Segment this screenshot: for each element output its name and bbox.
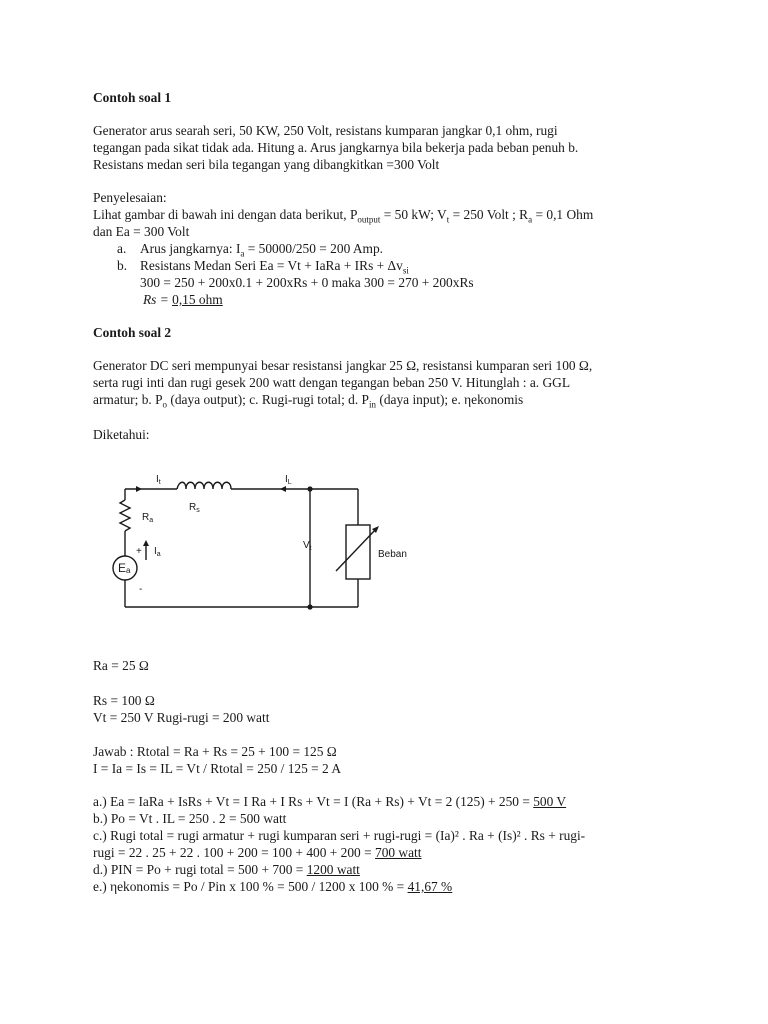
label-rs: $R_s$ — [189, 502, 200, 514]
label-ia: $I_a$ — [154, 546, 161, 558]
item-b-marker: b. — [117, 258, 128, 273]
jawab-line1: Jawab : Rtotal = Ra + Rs = 25 + 100 = 125 Ω — [93, 744, 337, 759]
jawab-line2: I = Ia = Is = IL = Vt / Rtotal = 250 / 125 = 2 A — [93, 761, 342, 776]
soal2-title: Contoh soal 2 — [93, 325, 172, 340]
circuit-diagram — [100, 462, 420, 632]
answer-a: a.) Ea = IaRa + IsRs + Vt = I Ra + I Rs + Vt = I (Ra + Rs) + Vt = 2 (125) + 250 = 500 V — [93, 794, 567, 809]
item-b-line2: 300 = 250 + 200x0.1 + 200xRs + 0 maka 300 = 270 + 200xRs — [140, 275, 474, 290]
label-il: $I_L$ — [285, 474, 292, 486]
answer-c-line2: rugi = 22 . 25 + 22 . 100 + 200 = 100 + 400 + 200 = 700 watt — [93, 845, 422, 860]
series-coil-rs — [177, 482, 231, 489]
penyelesaian-label: Penyelesaian: — [93, 190, 167, 205]
soal2-problem-line3: armatur; b. $P_o$ (daya output); c. Rugi-rugi total; d. $P_{in}$ (daya input); e. ηekonomis — [93, 392, 524, 410]
soal1-problem-line1: Generator arus searah seri, 50 KW, 250 Volt, resistans kumparan jangkar 0,1 ohm, rugi — [93, 123, 558, 138]
item-a-marker: a. — [117, 241, 127, 256]
load-box — [346, 525, 370, 579]
soal1-problem-line3: Resistans medan seri bila tegangan yang dibangkitkan =300 Volt — [93, 157, 440, 172]
answer-e: e.) ηekonomis = Po / Pin x 100 % = 500 / 1200 x 100 % = 41,67 % — [93, 879, 453, 894]
answer-b: b.) Po = Vt . IL = 250 . 2 = 500 watt — [93, 811, 287, 826]
resistor-ra — [120, 500, 130, 531]
label-plus: + — [136, 546, 142, 557]
answer-rs: 0,15 ohm — [172, 292, 223, 307]
data-ra: Ra = 25 Ω — [93, 658, 149, 673]
node-bottom — [307, 604, 312, 609]
given-line1: Lihat gambar di bawah ini dengan data berikut, $P_{output} = 50$ kW; $V_t = 250$ Volt ; $R_a = 0,1$ Ohm — [93, 207, 594, 225]
label-vt: $V_t$ — [303, 540, 312, 552]
ia-arrowhead — [143, 540, 149, 546]
data-vt: Vt = 250 V Rugi-rugi = 200 watt — [93, 710, 270, 725]
label-ea: Ea — [118, 561, 131, 575]
data-rs: Rs = 100 Ω — [93, 693, 155, 708]
label-ra: $R_a$ — [142, 512, 154, 524]
item-b-line3: Rs = 0,15 ohm — [143, 292, 223, 307]
answer-c-line1: c.) Rugi total = rugi armatur + rugi kumparan seri + rugi-rugi = (Ia)² . Ra + (Is)² . Rs + rugi- — [93, 828, 586, 843]
item-b-text: Resistans Medan Seri Ea = Vt + IaRa + IRs + $\Delta v_{si}$ — [140, 258, 409, 276]
diketahui-label: Diketahui: — [93, 427, 150, 442]
it-arrowhead — [136, 486, 142, 492]
item-a-text: Arus jangkarnya: $I_a = 50000/250 = 200$ Amp. — [140, 241, 384, 259]
node-top — [307, 486, 312, 491]
label-minus: - — [139, 584, 143, 595]
soal2-problem-line1: Generator DC seri mempunyai besar resistansi jangkar 25 Ω, resistansi kumparan seri 100 Ω, — [93, 358, 593, 373]
given-line2: dan Ea = 300 Volt — [93, 224, 190, 239]
soal2-problem-line2: serta rugi inti dan rugi gesek 200 watt dengan tegangan beban 250 V. Hitunglah : a. GGL — [93, 375, 570, 390]
soal1-problem-line2: tegangan pada sikat tidak ada. Hitung a. Arus jangkarnya bila bekerja pada beban penuh b. — [93, 140, 579, 155]
soal1-title: Contoh soal 1 — [93, 90, 172, 105]
label-beban: Beban — [378, 549, 407, 560]
load-variable-arrow — [336, 528, 377, 571]
label-it: $I_t$ — [156, 474, 161, 486]
il-arrowhead — [280, 486, 286, 492]
answer-d: d.) PIN = Po + rugi total = 500 + 700 = 1200 watt — [93, 862, 360, 877]
